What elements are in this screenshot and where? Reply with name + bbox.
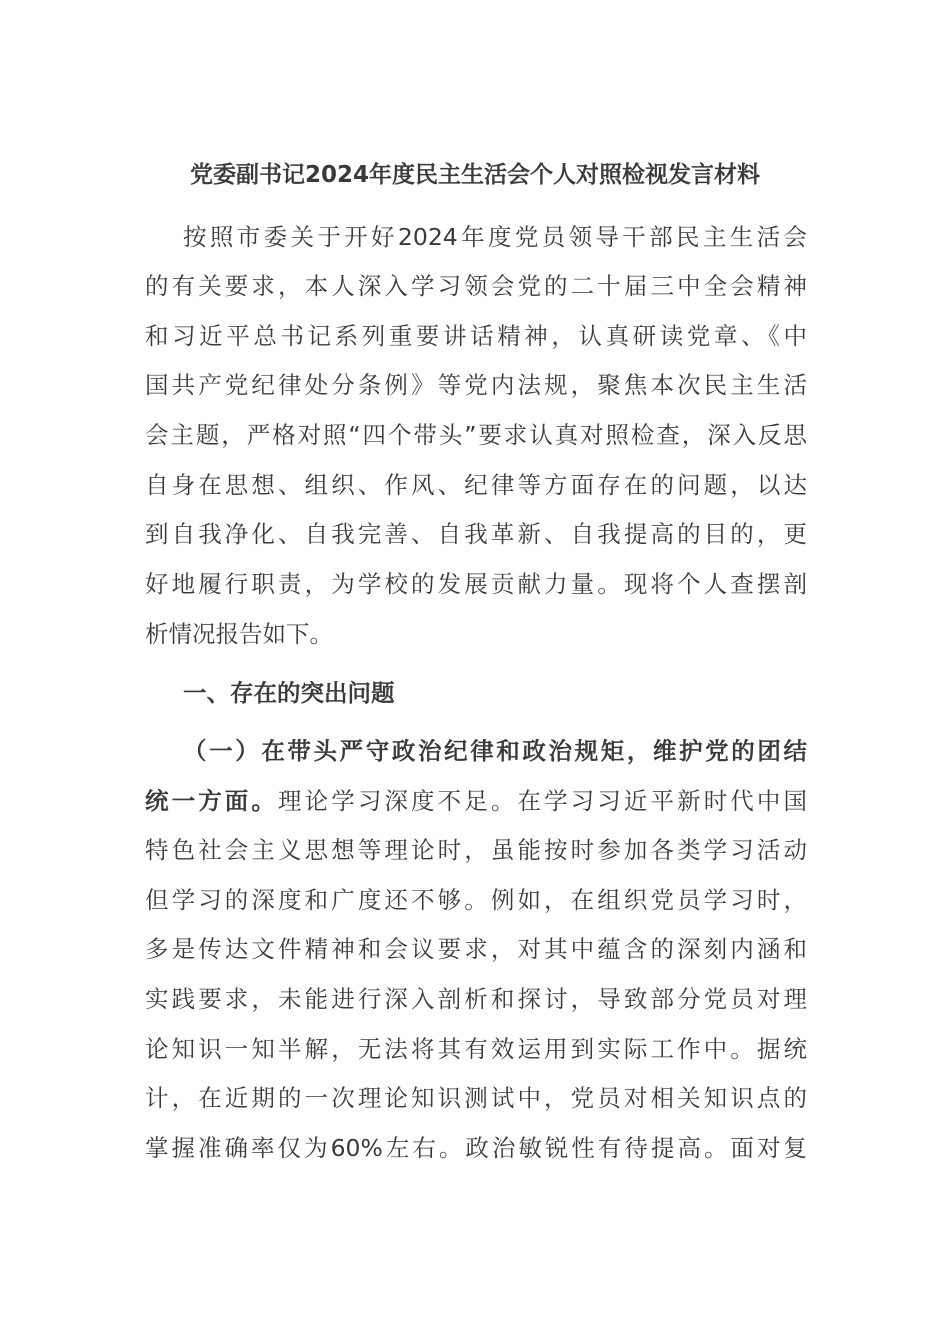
paragraph-line: 论知识一知半解，无法将其有效运用到实际工作中。据统: [145, 1035, 807, 1063]
paragraph-line: 掌握准确率仅为60%左右。政治敏锐性有待提高。面对复: [145, 1134, 807, 1162]
paragraph-text: 理论学习深度不足。在学习习近平新时代中国: [278, 787, 808, 815]
paragraph-line: [145, 783, 807, 819]
paragraph-line: 会主题，严格对照“四个带头”要求认真对照检查，深入反思: [145, 421, 807, 449]
document-title: 党委副书记2024年度民主生活会个人对照检视发言材料: [189, 162, 760, 188]
subsection-heading-end: 统一方面。: [145, 787, 279, 815]
paragraph-line: 好地履行职责，为学校的发展贡献力量。现将个人查摆剖: [145, 570, 807, 598]
paragraph-line: 自身在思想、组织、作风、纪律等方面存在的问题，以达: [145, 471, 807, 499]
paragraph-line: 按照市委关于开好2024年度党员领导干部民主生活会: [183, 223, 807, 251]
paragraph-line: 国共产党纪律处分条例》等党内法规，聚焦本次民主生活: [145, 371, 807, 399]
subsection-heading: （一）在带头严守政治纪律和政治规矩，维护党的团结: [183, 737, 807, 765]
paragraph-line: 的有关要求，本人深入学习领会党的二十届三中全会精神: [145, 272, 807, 300]
paragraph-line: 和习近平总书记系列重要讲话精神，认真研读党章、《中: [145, 322, 807, 350]
paragraph-line: 到自我净化、自我完善、自我革新、自我提高的目的，更: [145, 520, 807, 548]
paragraph-line: 特色社会主义思想等理论时，虽能按时参加各类学习活动: [145, 836, 807, 864]
section-heading: 一、存在的突出问题: [183, 679, 395, 707]
paragraph-line: 实践要求，未能进行深入剖析和探讨，导致部分党员对理: [145, 985, 807, 1013]
paragraph-line: 但学习的深度和广度还不够。例如，在组织党员学习时，: [145, 886, 807, 914]
paragraph-line: 计，在近期的一次理论知识测试中，党员对相关知识点的: [145, 1084, 807, 1112]
paragraph-line: 多是传达文件精神和会议要求，对其中蕴含的深刻内涵和: [145, 935, 807, 963]
paragraph-line: 析情况报告如下。: [145, 620, 333, 648]
